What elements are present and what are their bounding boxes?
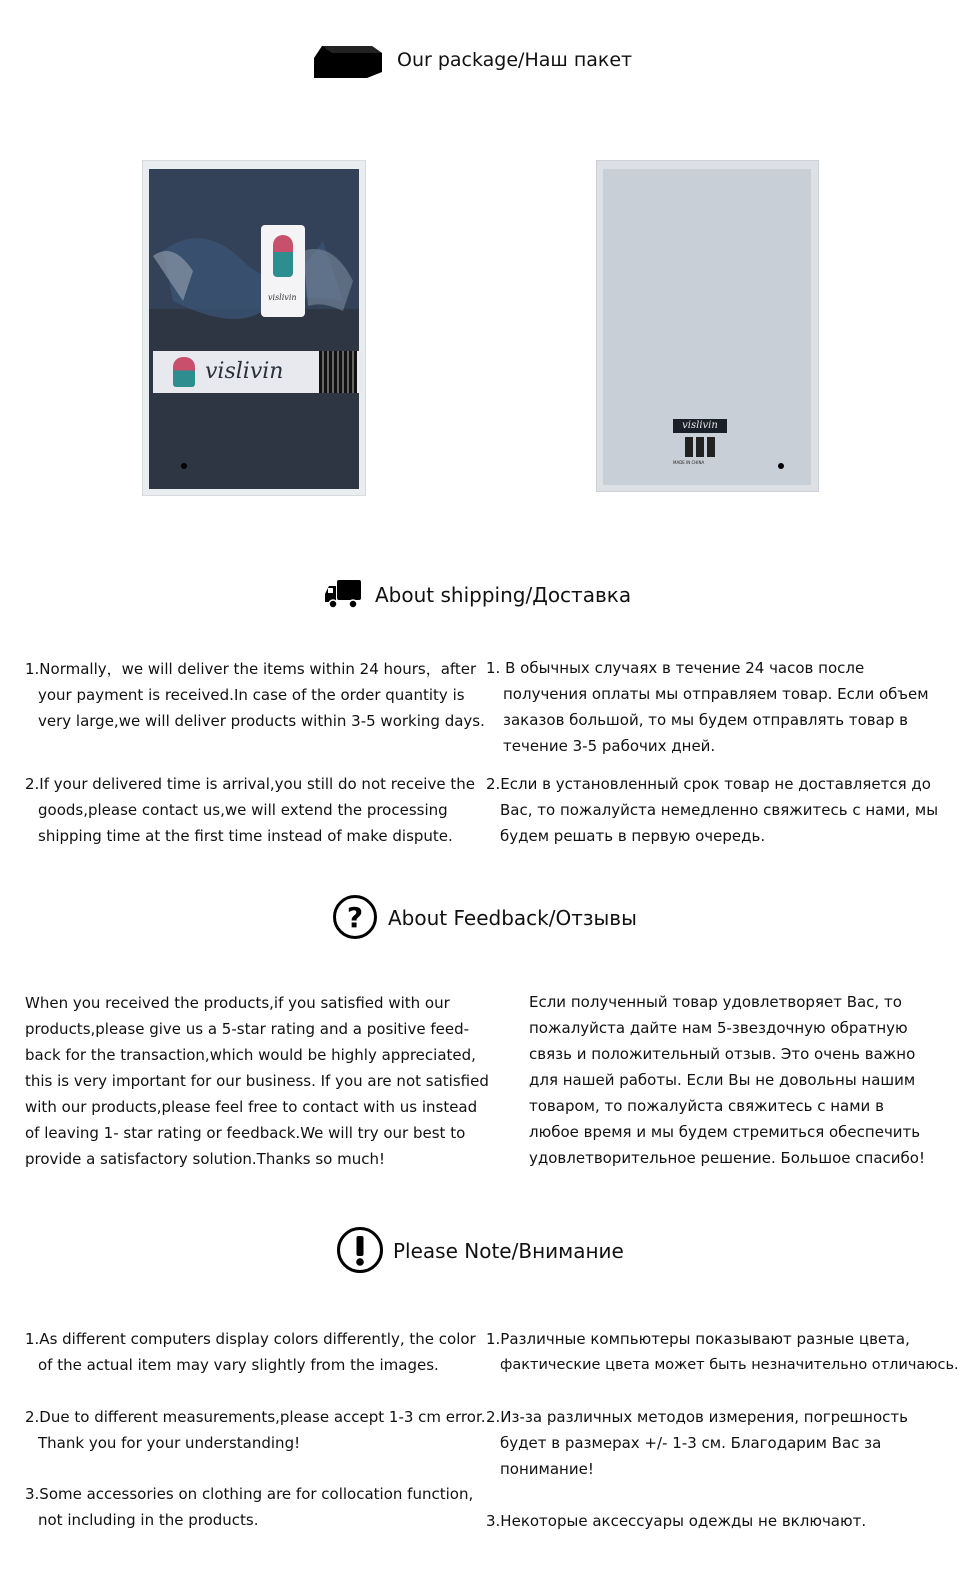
social-icons xyxy=(685,437,715,457)
section-title-note: Please Note/Внимание xyxy=(393,1239,624,1263)
box-icon xyxy=(312,44,384,78)
shipping-ru-2: 2.Если в установленный срок товар не доставляется до Вас, то пожалуйста немедленно свяжитесь с нами, мы будем решать в первую очередь. xyxy=(486,775,939,845)
lingerie-image xyxy=(143,161,365,495)
owl-logo-icon xyxy=(173,357,195,387)
hang-tag xyxy=(261,225,305,317)
note-ru-1: 1.Различные компьютеры показывают разные цвета, фактические цвета может быть незначительно отличаюсь. xyxy=(486,1330,959,1373)
note-ru-2: 2.Из-за различных методов измерения, погрешность будет в размерах +/- 1-3 см. Благодарим Вас за понимание! xyxy=(486,1408,908,1478)
section-title-shipping: About shipping/Доставка xyxy=(375,583,632,607)
hole-dot xyxy=(778,463,784,469)
package-label xyxy=(153,351,363,393)
feedback-en: When you received the products,if you satisfied with our products,please give us a 5-star rating and a positive feed- back for the transaction,which would be highly appreciated, this is very important for our business. If you are not satisfied with our products,please feel free to contact with us instead of leaving 1- star rating or feedback.We will try our best to provide a satisfactory solution.Thanks so much! xyxy=(25,994,489,1168)
section-title-feedback: About Feedback/Отзывы xyxy=(388,906,637,930)
shipping-en-1: 1.Normally，we will deliver the items within 24 hours，after your payment is received.In case of the order quantity is very large,we will deliver products within 3-5 working days. xyxy=(25,660,485,730)
note-en-2: 2.Due to different measurements,please accept 1-3 cm error. Thank you for your understanding! xyxy=(25,1408,486,1452)
shipping-en-2: 2.If your delivered time is arrival,you still do not receive the goods,please contact us,we will extend the processing shipping time at the first time instead of make dispute. xyxy=(25,775,475,845)
hole-dot xyxy=(181,463,187,469)
package-photo-front xyxy=(142,160,366,496)
truck-icon xyxy=(325,578,363,610)
svg-text:?: ? xyxy=(346,901,364,934)
shipping-ru-1: 1. В обычных случаях в течение 24 часов после получения оплаты мы отправляем товар. Если объем заказов большой, то мы будем отправлять товар в течение 3-5 рабочих дней. xyxy=(486,659,929,755)
package-photo-back xyxy=(596,160,819,492)
owl-tag-icon xyxy=(273,235,293,277)
made-in-label: MADE IN CHINA xyxy=(673,460,705,465)
qr-code xyxy=(319,351,357,393)
brand-logo: vislivin xyxy=(205,359,284,384)
feedback-header xyxy=(332,894,652,940)
note-header xyxy=(336,1226,656,1276)
package-header xyxy=(312,40,652,84)
shipping-header xyxy=(325,574,645,614)
note-ru-3: 3.Некоторые аксессуары одежды не включают. xyxy=(486,1512,867,1530)
section-title-package: Our package/Наш пакет xyxy=(397,49,633,71)
note-en-3: 3.Some accessories on clothing are for collocation function, not including in the products. xyxy=(25,1485,474,1529)
back-brand-logo: vislivin xyxy=(673,419,727,433)
question-icon xyxy=(332,894,378,940)
note-en-1: 1.As different computers display colors differently, the color of the actual item may vary slightly from the images. xyxy=(25,1330,476,1374)
feedback-ru: Если полученный товар удовлетворяет Вас, то пожалуйста дайте нам 5-звездочную обратную связь и положительный отзыв. Это очень важно для нашей работы. Если Вы не довольны нашим товаром, то пожалуйста свяжитесь с нами в любое время и мы будем стремиться обеспечить удовлетворительное решение. Большое спасибо! xyxy=(529,993,925,1167)
exclamation-icon xyxy=(336,1226,384,1274)
tag-logo-text: vislivin xyxy=(268,293,297,302)
back-logo-block xyxy=(673,419,727,471)
